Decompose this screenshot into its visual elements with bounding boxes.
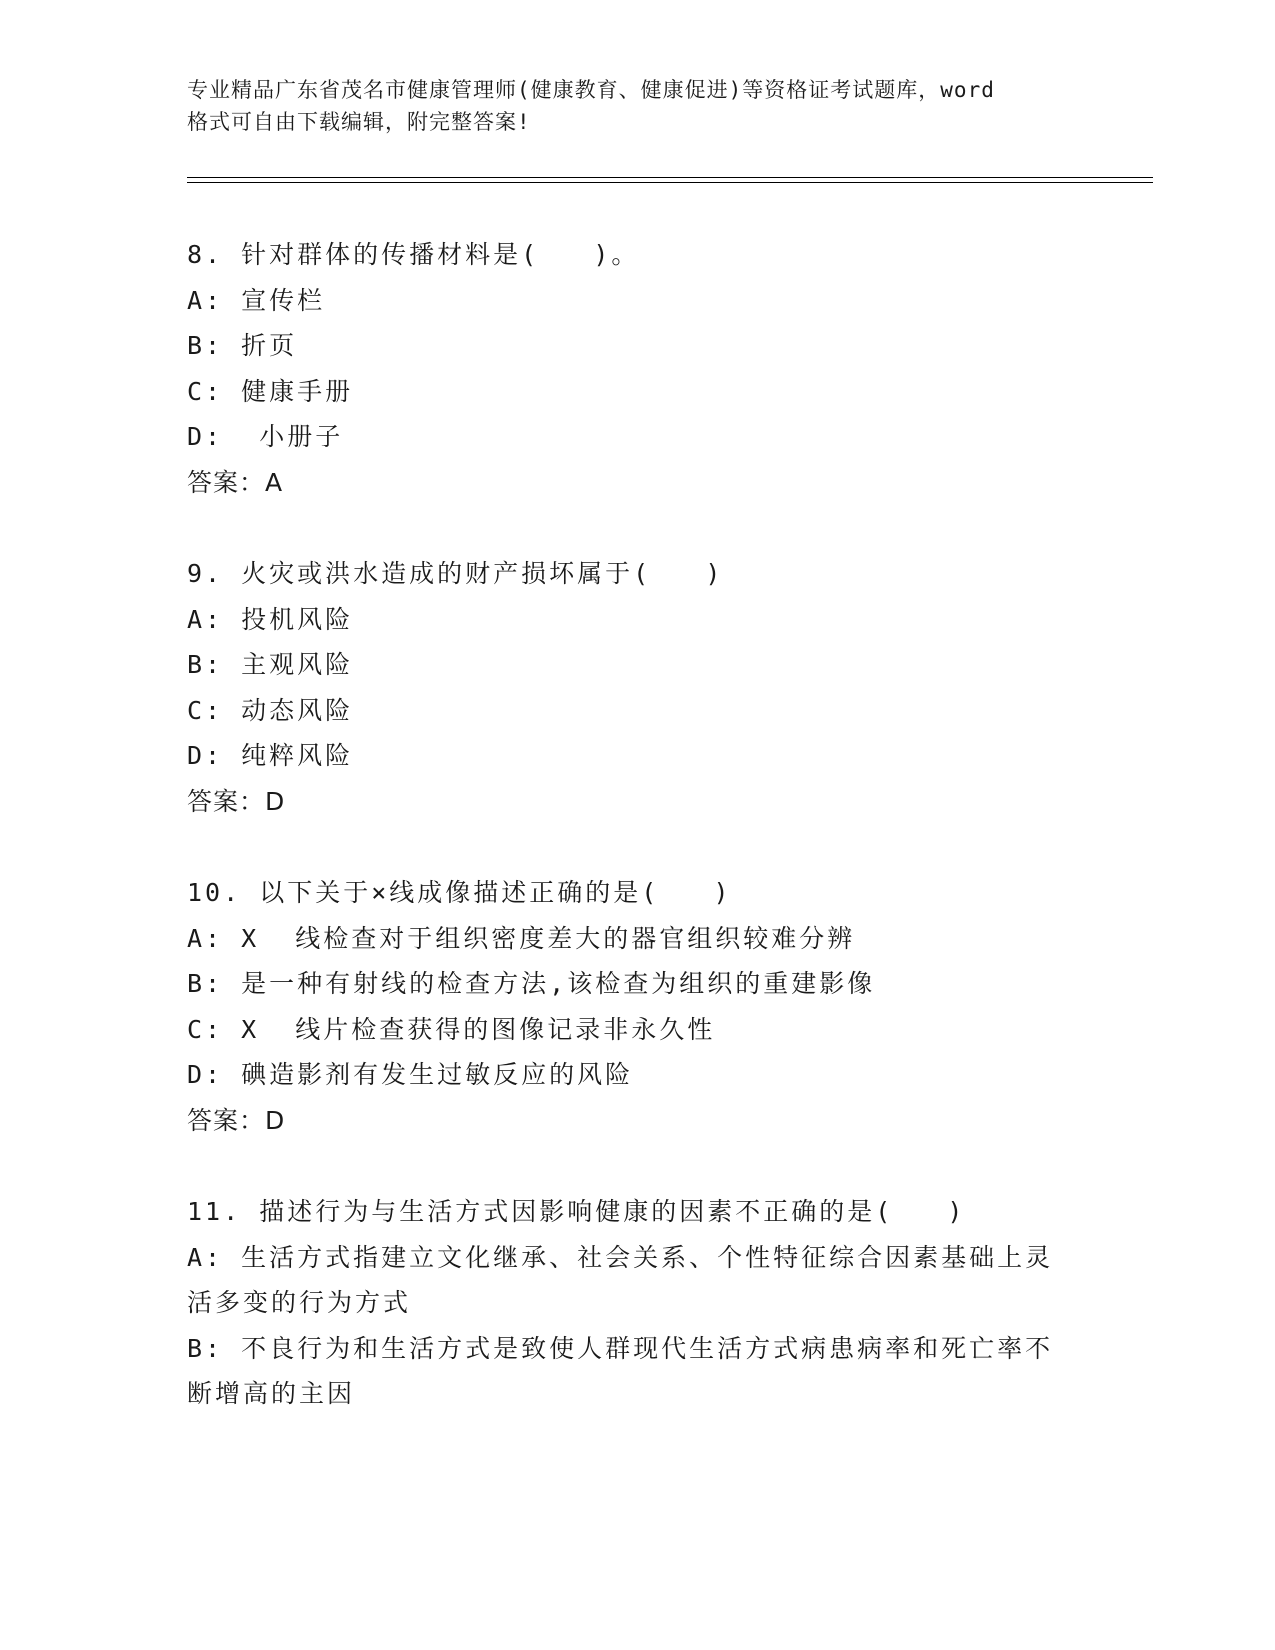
document-header [187, 74, 1087, 138]
question-stem: 8. 针对群体的传播材料是( )。 [187, 240, 640, 269]
question-list [187, 232, 1087, 1463]
option-d: D: 碘造影剂有发生过敏反应的风险 [187, 1060, 634, 1089]
question-stem: 11. 描述行为与生活方式因影响健康的因素不正确的是( ) [187, 1197, 966, 1226]
option-c: C: X 线片检查获得的图像记录非永久性 [187, 1014, 716, 1044]
header-line-1: 专业精品广东省茂名市健康管理师(健康教育、健康促进)等资格证考试题库，word [187, 78, 995, 102]
answer-text: 答案：D [187, 1105, 286, 1135]
option-a-continued: 活多变的行为方式 [187, 1288, 412, 1317]
option-d: D: 纯粹风险 [187, 741, 354, 770]
option-c: C: 动态风险 [187, 695, 354, 725]
header-line-2: 格式可自由下载编辑，附完整答案! [187, 110, 531, 134]
option-c: C: 健康手册 [187, 376, 354, 406]
option-b: B: 不良行为和生活方式是致使人群现代生活方式病患病率和死亡率不 [187, 1333, 1054, 1363]
question-9 [187, 551, 1087, 824]
answer-text: 答案：A [187, 467, 284, 497]
question-stem: 10. 以下关于×线成像描述正确的是( ) [187, 878, 732, 907]
option-b: B: 折页 [187, 331, 298, 360]
question-stem: 9. 火灾或洪水造成的财产损坏属于( ) [187, 559, 724, 588]
option-a: A: X 线检查对于组织密度差大的器官组织较难分辨 [187, 923, 856, 953]
option-a: A: 生活方式指建立文化继承、社会关系、个性特征综合因素基础上灵 [187, 1242, 1054, 1272]
question-8 [187, 232, 1087, 505]
option-d: D: 小册子 [187, 422, 344, 451]
option-b: B: 是一种有射线的检查方法,该检查为组织的重建影像 [187, 969, 876, 998]
option-a: A: 投机风险 [187, 604, 354, 634]
option-a: A: 宣传栏 [187, 285, 326, 315]
question-10 [187, 870, 1087, 1143]
header-divider-bottom [187, 182, 1153, 183]
header-divider-top [187, 177, 1153, 178]
question-11 [187, 1189, 1087, 1417]
answer-text: 答案：D [187, 786, 286, 816]
option-b-continued: 断增高的主因 [187, 1379, 356, 1408]
option-b: B: 主观风险 [187, 650, 354, 679]
